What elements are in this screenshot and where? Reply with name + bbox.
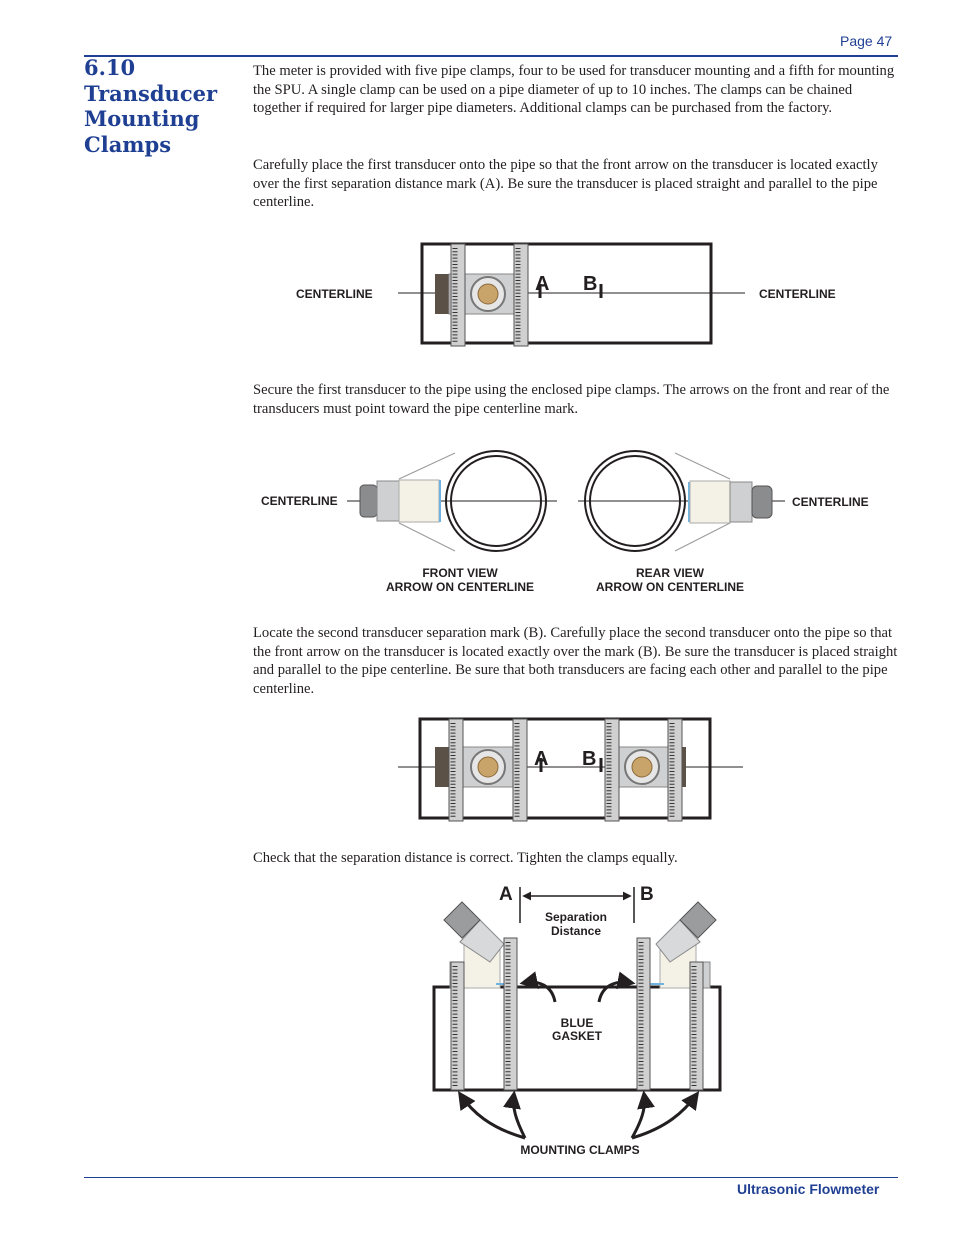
clamp-arrow-3	[632, 1094, 645, 1138]
transducer-b	[650, 902, 716, 988]
centerline-label-front: CENTERLINE	[261, 494, 338, 508]
transducer-crystal	[478, 284, 498, 304]
front-transducer-nut	[360, 485, 377, 517]
mark-a-label: A	[535, 273, 550, 295]
distance-label: Distance	[550, 924, 602, 938]
rear-transducer-fitting	[730, 482, 752, 522]
separation-label: Separation	[544, 910, 608, 924]
footer-rule	[84, 1177, 898, 1178]
paragraph-second-transducer: Locate the second transducer separation mark (B). Carefully place the second transducer onto the pipe so that the front arrow on the transducer is located exactly over the mark (B). Be sure the transducer is placed straight and parallel to the pipe centerline. Be sure that both transducers are facing each other and parallel to the pipe centerline.	[253, 625, 898, 697]
page-number: Page 47	[840, 33, 893, 49]
transducer-a-cable-end	[435, 747, 449, 787]
paragraph-check-distance: Check that the separation distance is correct. Tighten the clamps equally.	[253, 850, 678, 866]
mounting-clamps-label: MOUNTING CLAMPS	[520, 1143, 640, 1157]
paragraph-secure-transducer: Secure the first transducer to the pipe using the enclosed pipe clamps. The arrows on the front and rear of the transducers must point toward the pipe centerline mark.	[253, 382, 890, 417]
mounting-clamp-4	[690, 962, 703, 1090]
front-transducer-fitting	[377, 481, 399, 521]
mark-a-label: A	[534, 748, 549, 770]
rear-view-caption-title: REAR VIEW	[635, 566, 704, 580]
rear-view-caption	[586, 566, 754, 594]
figure-both-transducers	[396, 715, 746, 823]
mounting-clamp-left	[451, 244, 465, 346]
transducer-cable-end	[435, 274, 449, 314]
rear-view-caption-detail: ARROW ON CENTERLINE	[596, 580, 744, 594]
mounting-clamp-1	[451, 962, 464, 1090]
gasket-arrow-right	[599, 982, 632, 1002]
footer-product-name: Ultrasonic Flowmeter	[737, 1181, 880, 1197]
transducer-a-crystal	[478, 757, 498, 777]
rear-transducer-nut	[752, 486, 772, 518]
mark-b-label: B	[583, 273, 598, 295]
gasket-label: GASKET	[551, 1029, 603, 1043]
centerline-label-rear: CENTERLINE	[792, 495, 869, 509]
mounting-clamp-3	[605, 719, 619, 821]
front-view-caption-detail: ARROW ON CENTERLINE	[386, 580, 534, 594]
paragraph-clamps-intro: The meter is provided with five pipe clamps, four to be used for transducer mounting and a fifth for mounting the SPU. A single clamp can be used on a pipe diameter of up to 10 inches. The clamps can be chained together if required for larger pipe diameters. Additional clamps can be purchased from the factory.	[253, 63, 895, 117]
clamp-arrow-2	[513, 1094, 525, 1138]
front-view-caption	[376, 566, 544, 594]
section-heading: 6.10 Transducer Mounting Clamps	[84, 55, 218, 157]
paragraph-first-transducer: Carefully place the first transducer onto the pipe so that the front arrow on the transducer is located exactly over the first separation distance mark (A). Be sure the transducer is placed straight and parallel to the pipe centerline.	[253, 157, 878, 211]
rear-transducer-body	[690, 481, 730, 523]
blue-label: BLUE	[560, 1016, 594, 1030]
figure-separation-distance	[420, 880, 740, 1165]
mark-a-label: A	[499, 884, 513, 905]
centerline-label-right: CENTERLINE	[759, 287, 836, 301]
mark-b-label: B	[640, 884, 654, 905]
mark-b-label: B	[582, 748, 597, 770]
front-view-caption-title: FRONT VIEW	[422, 566, 498, 580]
mounting-clamp-1	[449, 719, 463, 821]
front-transducer-body	[399, 480, 439, 522]
gasket-arrow-left	[523, 982, 555, 1002]
figure-first-transducer	[395, 240, 750, 350]
centerline-label-left: CENTERLINE	[296, 287, 373, 301]
mounting-clamp-2	[513, 719, 527, 821]
figure-front-rear-views	[345, 445, 785, 560]
transducer-b-crystal	[632, 757, 652, 777]
mounting-clamp-right	[514, 244, 528, 346]
mounting-clamp-4	[668, 719, 682, 821]
